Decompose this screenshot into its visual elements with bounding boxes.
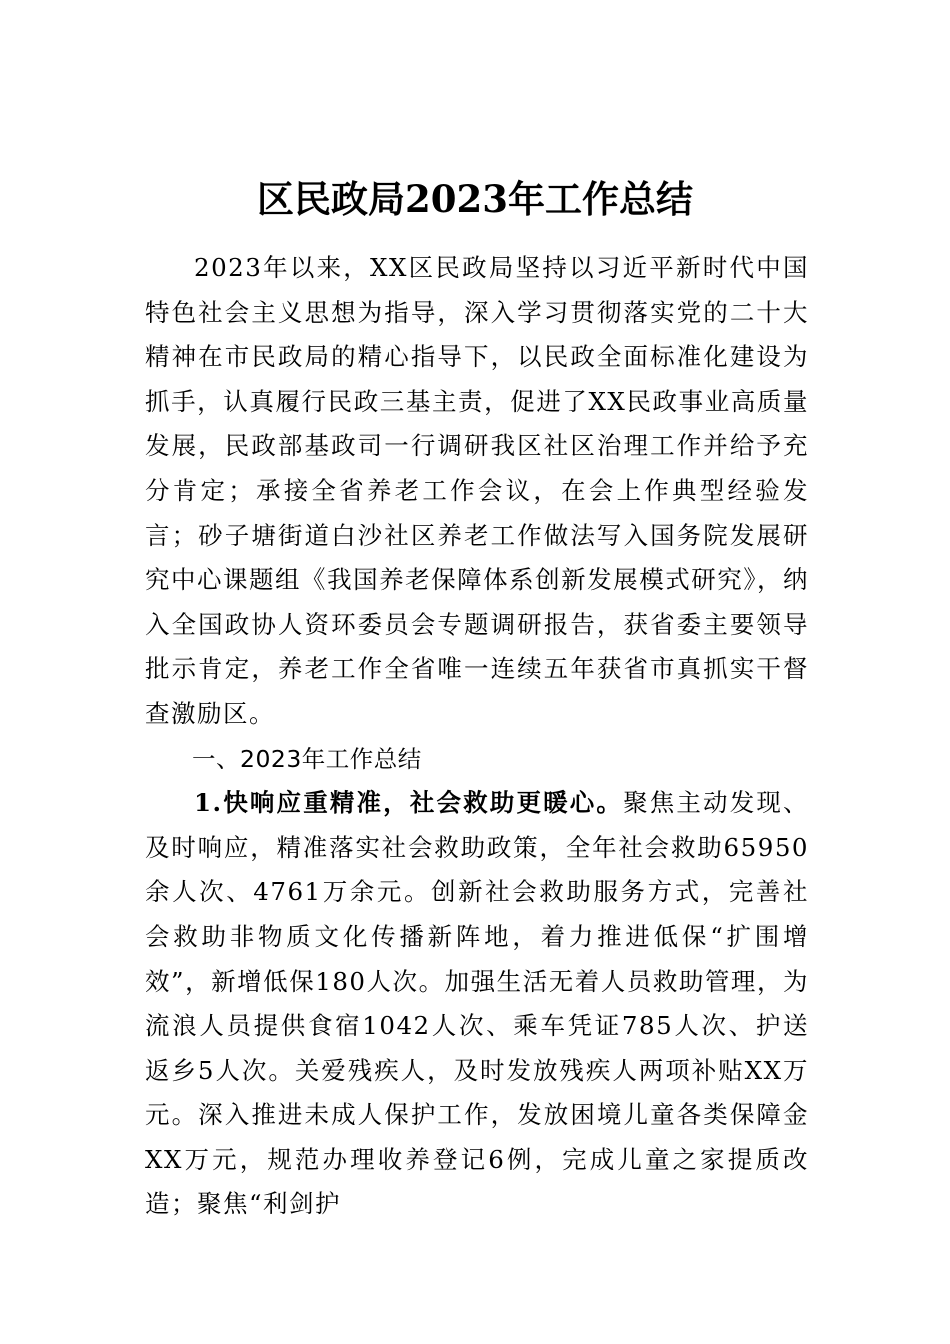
intro-paragraph: 2023年以来，XX区民政局坚持以习近平新时代中国特色社会主义思想为指导，深入学习贯彻落实党的二十大精神在市民政局的精心指导下，以民政全面标准化建设为抓手，认真履行民政三基主责，促进了XX民政事业高质量发展，民政部基政司一行调研我区社区治理工作并给予充分肯定；承接全省养老工作会议，在会上作典型经验发言；砂子塘街道白沙社区养老工作做法写入国务院发展研究中心课题组《我国养老保障体系创新发展模式研究》，纳入全国政协人资环委员会专题调研报告，获省委主要领导批示肯定，养老工作全省唯一连续五年获省市真抓实干督查激励区。	[145, 253, 809, 728]
item-lead: 1.快响应重精准，社会救助更暖心。	[194, 788, 624, 818]
section-heading: 一、2023年工作总结	[192, 744, 422, 773]
item-text: 聚焦主动发现、及时响应，精准落实社会救助政策，全年社会救助65950余人次、4761万余元。创新社会救助服务方式，完善社会救助非物质文化传播新阵地，着力推进低保“扩围增效”，新增低保180人次。加强生活无着人员救助管理，为流浪人员提供食宿1042人次、乘车凭证785人次、护送返乡5人次。关爱残疾人，及时发放残疾人两项补贴XX万元。深入推进未成人保护工作，发放困境儿童各类保障金XX万元，规范办理收养登记6例，完成儿童之家提质改造；聚焦“利剑护	[145, 788, 810, 1219]
document-body	[145, 246, 809, 1227]
document-title: 区民政局2023年工作总结	[257, 177, 693, 221]
item-paragraph	[145, 781, 809, 1227]
